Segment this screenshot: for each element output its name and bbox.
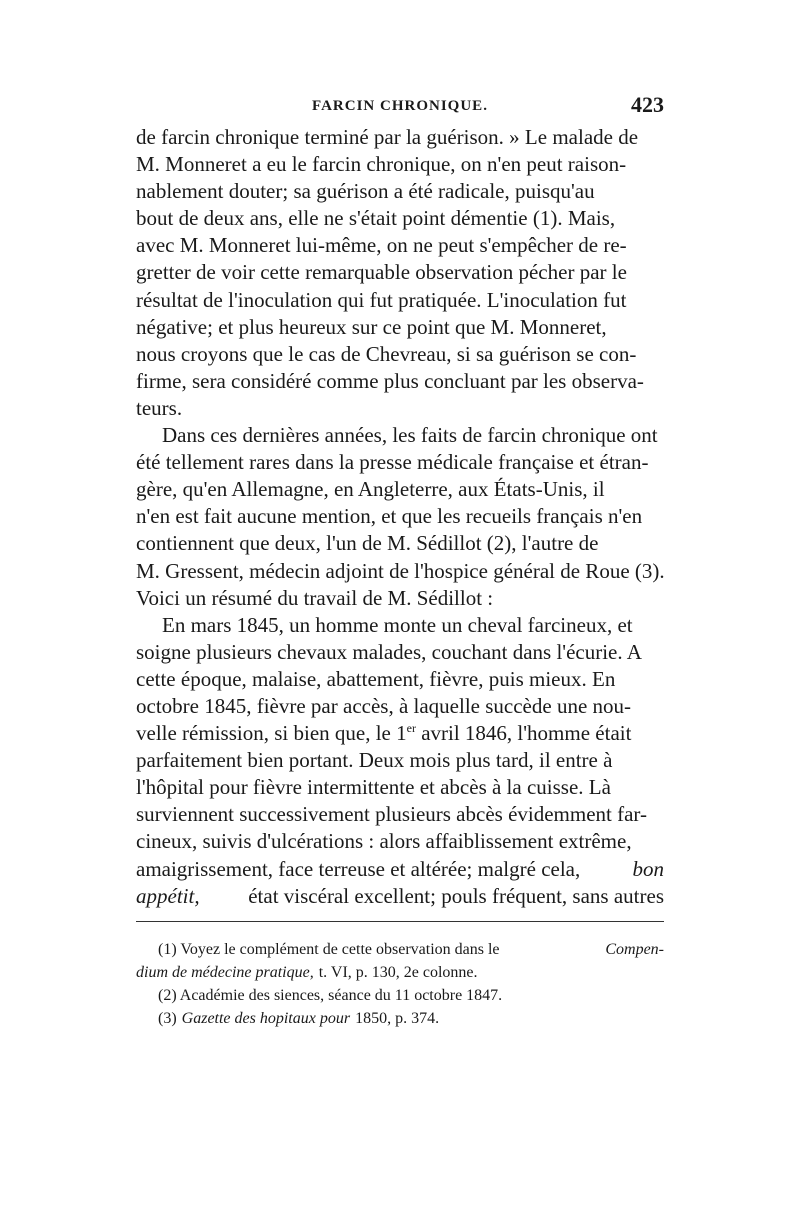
footnote-2: (2) Académie des siences, séance du 11 octobre 1847. [158,986,503,1004]
text-line: gretter de voir cette remarquable observation pécher par le [136,260,627,285]
text-line: M. Gressent, médecin adjoint de l'hospice général de Roue (3). [136,558,665,583]
text-line: nablement douter; sa guérison a été radicale, puisqu'au [136,179,595,204]
footnote-rule [136,921,664,922]
text-line: contiennent que deux, l'un de M. Sédillot (2), l'autre de [136,531,599,556]
footnotes [136,938,664,1030]
text-line: gère, qu'en Allemagne, en Angleterre, aux États-Unis, il [136,477,605,502]
text-line: n'en est fait aucune mention, et que les recueils français n'en [136,504,643,529]
text-line: négative; et plus heureux sur ce point que M. Monneret, [136,314,607,339]
text-line: appétit, état viscéral excellent; pouls fréquent, sans autres [136,883,664,910]
text-line: soigne plusieurs chevaux malades, couchant dans l'écurie. A [136,639,642,664]
book-page [136,92,664,1030]
text-line: velle rémission, si bien que, le 1er avril 1846, l'homme était [136,721,632,746]
footnote-1-continued: dium de médecine pratique, t. VI, p. 130, 2e colonne. [136,963,478,981]
text-line: firme, sera considéré comme plus concluant par les observa- [136,368,644,393]
italic-text: appétit, [136,883,200,908]
text-line: M. Monneret a eu le farcin chronique, on n'en peut raison- [136,152,627,177]
text-line: surviennent successivement plusieurs abcès évidemment far- [136,802,647,827]
text-line: Voici un résumé du travail de M. Sédillot : [136,585,494,610]
text-line: de farcin chronique terminé par la guérison. » Le malade de [136,125,639,149]
text-line: octobre 1845, fièvre par accès, à laquelle succède une nou- [136,693,632,718]
text-line: cette époque, malaise, abattement, fièvre, puis mieux. En [136,666,616,691]
page-number: 423 [631,92,664,117]
text-line: cineux, suivis d'ulcérations : alors affaiblissement extrême, [136,829,632,854]
footnote-3: (3) Gazette des hopitaux pour 1850, p. 374. [158,1009,440,1027]
text-line: avec M. Monneret lui-même, on ne peut s'empêcher de re- [136,233,627,258]
text-line: nous croyons que le cas de Chevreau, si sa guérison se con- [136,341,637,366]
text-line: amaigrissement, face terreuse et altérée; malgré cela, bon [136,856,664,883]
running-title: FARCIN CHRONIQUE. [312,98,488,114]
paragraph-start-line: Dans ces dernières années, les faits de farcin chronique ont [162,423,658,448]
text-line: bout de deux ans, elle ne s'était point démentie (1). Mais, [136,206,616,231]
text-line: résultat de l'inoculation qui fut pratiquée. L'inoculation fut [136,287,627,312]
footnote-1: (1) Voyez le complément de cette observation dans le Compen- [158,940,664,958]
page-header [136,92,664,122]
text-line: teurs. [136,395,183,420]
text-line: l'hôpital pour fièvre intermittente et abcès à la cuisse. Là [136,775,611,800]
paragraph-start-line: En mars 1845, un homme monte un cheval farcineux, et [162,612,633,637]
text-line: été tellement rares dans la presse médicale française et étran- [136,450,649,475]
body-text [136,124,664,910]
superscript-1er: 1er [396,721,416,746]
italic-text: bon [632,856,664,881]
text-line: parfaitement bien portant. Deux mois plus tard, il entre à [136,748,613,773]
